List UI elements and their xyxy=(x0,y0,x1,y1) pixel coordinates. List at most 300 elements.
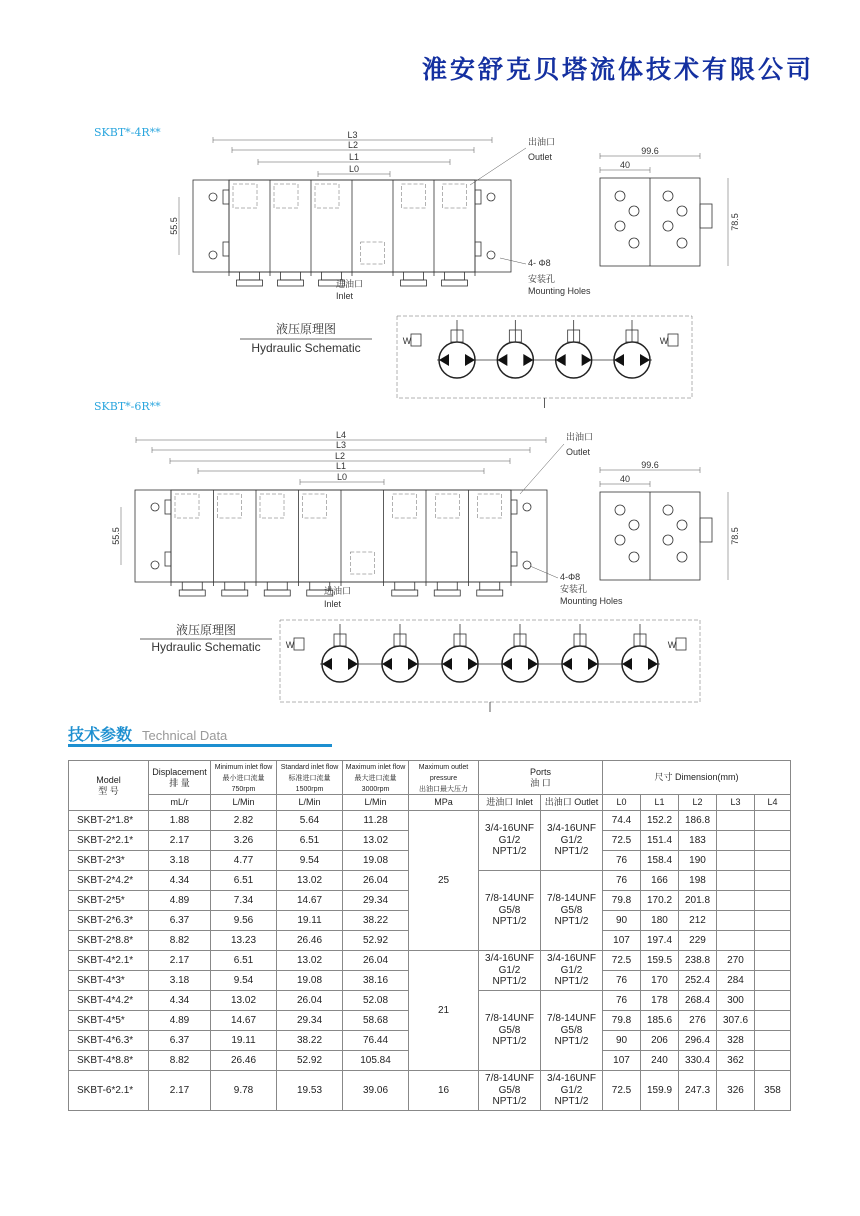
cell-inlet-line: NPT1/2 xyxy=(492,916,527,928)
header-min-flow: Minimum inlet flow 最小进口流量 750rpm xyxy=(211,761,277,795)
cell-min-flow: 9.54 xyxy=(211,971,277,991)
cell-l2: 229 xyxy=(679,931,717,951)
cell-l1: 166 xyxy=(641,871,679,891)
cell-model: SKBT-2*5* xyxy=(69,891,149,911)
technical-table-body xyxy=(69,811,791,1111)
cell-displacement: 4.34 xyxy=(149,991,211,1011)
side-valve xyxy=(475,242,481,256)
side-valve xyxy=(165,552,171,566)
cell-displacement: 2.17 xyxy=(149,1071,211,1111)
cell-model: SKBT-4*6.3* xyxy=(69,1031,149,1051)
cell-l1: 159.9 xyxy=(641,1071,679,1111)
cell-max-flow: 19.08 xyxy=(343,851,409,871)
bolt-head xyxy=(629,238,639,248)
outlet-label-cn: 出油口 xyxy=(528,137,556,147)
cell-displacement: 4.34 xyxy=(149,871,211,891)
cell-model: SKBT-2*2.1* xyxy=(69,831,149,851)
header-model: Model 型 号 xyxy=(69,761,149,811)
cell-model: SKBT-6*2.1* xyxy=(69,1071,149,1111)
cell-pressure: 25 xyxy=(409,811,479,951)
cell-l0: 90 xyxy=(603,911,641,931)
cell-std-flow: 19.08 xyxy=(277,971,343,991)
cell-inlet-line: NPT1/2 xyxy=(492,846,527,858)
cell-inlet-line: 3/4-16UNF xyxy=(485,953,534,965)
cell-displacement: 4.89 xyxy=(149,891,211,911)
check-valve xyxy=(676,638,686,650)
cell-l4 xyxy=(755,991,791,1011)
cell-min-flow: 3.26 xyxy=(211,831,277,851)
cell-l1: 185.6 xyxy=(641,1011,679,1031)
cell-inlet-line: G5/8 xyxy=(498,1024,521,1036)
mounting-hole xyxy=(209,251,217,259)
outlet-label-en: Outlet xyxy=(528,152,553,162)
outlet-label-en: Outlet xyxy=(566,447,591,457)
cell-l2: 330.4 xyxy=(679,1051,717,1071)
cell-l4 xyxy=(755,911,791,931)
header-l0: L0 xyxy=(603,795,641,811)
header-l4: L4 xyxy=(755,795,791,811)
technical-data-table xyxy=(68,760,791,1111)
cell-model: SKBT-2*6.3* xyxy=(69,911,149,931)
cell-inlet xyxy=(479,871,541,951)
outlet-leader xyxy=(520,444,564,494)
cell-std-flow: 13.02 xyxy=(277,871,343,891)
cell-std-flow: 29.34 xyxy=(277,1011,343,1031)
cell-l3: 270 xyxy=(717,951,755,971)
cell-l2: 268.4 xyxy=(679,991,717,1011)
fitting-nut xyxy=(401,280,427,286)
cell-l2: 238.8 xyxy=(679,951,717,971)
side-valve xyxy=(223,190,229,204)
dim-height-label: 78.5 xyxy=(730,527,740,545)
cell-outlet-line: 3/4-16UNF xyxy=(547,953,596,965)
cell-l0: 72.5 xyxy=(603,1071,641,1111)
cell-l1: 170.2 xyxy=(641,891,679,911)
fitting xyxy=(182,582,202,590)
cell-displacement: 1.88 xyxy=(149,811,211,831)
cell-l0: 76 xyxy=(603,851,641,871)
cell-min-flow: 26.46 xyxy=(211,1051,277,1071)
cell-model: SKBT-2*8.8* xyxy=(69,931,149,951)
cell-l3: 307.6 xyxy=(717,1011,755,1031)
cell-max-flow: 39.06 xyxy=(343,1071,409,1111)
bolt-head xyxy=(663,191,673,201)
cell-displacement: 2.17 xyxy=(149,831,211,851)
dim-vertical-label: 55.5 xyxy=(169,217,179,235)
mounting-hole xyxy=(523,561,531,569)
cell-l0: 107 xyxy=(603,1051,641,1071)
bolt-head xyxy=(615,221,625,231)
check-valve xyxy=(668,334,678,346)
header-ports: Ports 油 口 xyxy=(479,761,603,795)
outlet-port xyxy=(260,494,284,518)
cell-l4 xyxy=(755,811,791,831)
cell-outlet xyxy=(541,811,603,871)
header-l1: L1 xyxy=(641,795,679,811)
fitting xyxy=(445,272,465,280)
holes-label-en: Mounting Holes xyxy=(528,286,591,296)
cell-l4 xyxy=(755,931,791,951)
cell-outlet-line: G5/8 xyxy=(560,1024,583,1036)
unit-std-flow: L/Min xyxy=(277,795,343,811)
inlet-label-cn: 进油口 xyxy=(324,586,352,596)
header-inlet: 进油口 Inlet xyxy=(479,795,541,811)
cell-l3: 326 xyxy=(717,1071,755,1111)
bolt-head xyxy=(615,505,625,515)
cell-model: SKBT-4*8.8* xyxy=(69,1051,149,1071)
technical-title-en: Technical Data xyxy=(142,728,228,743)
outlet-label-cn: 出油口 xyxy=(566,432,594,442)
cell-l4 xyxy=(755,951,791,971)
company-name: 淮安舒克贝塔流体技术有限公司 xyxy=(421,55,814,84)
fitting-nut xyxy=(222,590,248,596)
cell-l0: 72.5 xyxy=(603,951,641,971)
cell-displacement: 6.37 xyxy=(149,1031,211,1051)
cell-max-flow: 26.04 xyxy=(343,871,409,891)
side-valve xyxy=(165,500,171,514)
cell-inlet-line: NPT1/2 xyxy=(492,1096,527,1108)
check-valve xyxy=(411,334,421,346)
cell-displacement: 3.18 xyxy=(149,851,211,871)
valve-label: W xyxy=(667,640,677,650)
dim-label: L3 xyxy=(335,440,347,450)
cell-std-flow: 52.92 xyxy=(277,1051,343,1071)
outlet-port xyxy=(233,184,257,208)
fitting xyxy=(480,582,500,590)
mounting-hole xyxy=(209,193,217,201)
cell-l1: 170 xyxy=(641,971,679,991)
inlet-port xyxy=(350,552,374,574)
unit-max-flow: L/Min xyxy=(343,795,409,811)
dim-half-label: 40 xyxy=(619,160,631,170)
cell-l1: 151.4 xyxy=(641,831,679,851)
holes-label-cn: 安装孔 xyxy=(560,584,588,594)
fitting xyxy=(225,582,245,590)
technical-title-cn: 技术参数 xyxy=(68,725,133,744)
model-label-6r: SKBT*-6R** xyxy=(94,400,161,413)
cell-l3 xyxy=(717,871,755,891)
fitting-nut xyxy=(278,280,304,286)
cell-inlet-line: G5/8 xyxy=(498,1084,521,1096)
cell-max-flow: 26.04 xyxy=(343,951,409,971)
dim-label: L3 xyxy=(347,130,358,140)
cell-inlet xyxy=(479,1071,541,1111)
cell-l4 xyxy=(755,1031,791,1051)
side-view-port xyxy=(700,518,712,542)
outlet-port xyxy=(315,184,339,208)
cell-l3: 362 xyxy=(717,1051,755,1071)
cell-std-flow: 5.64 xyxy=(277,811,343,831)
cell-min-flow: 19.11 xyxy=(211,1031,277,1051)
cell-min-flow: 9.78 xyxy=(211,1071,277,1111)
model-label-4r: SKBT*-4R** xyxy=(94,126,161,139)
check-valve xyxy=(294,638,304,650)
cell-max-flow: 29.34 xyxy=(343,891,409,911)
cell-outlet-line: 7/8-14UNF xyxy=(547,893,596,905)
cell-l2: 198 xyxy=(679,871,717,891)
cell-l1: 159.5 xyxy=(641,951,679,971)
cell-inlet-line: 7/8-14UNF xyxy=(485,1073,534,1085)
unit-pressure: MPa xyxy=(409,795,479,811)
bolt-head xyxy=(615,191,625,201)
bolt-head xyxy=(629,520,639,530)
side-valve xyxy=(223,242,229,256)
cell-model: SKBT-2*4.2* xyxy=(69,871,149,891)
cell-displacement: 8.82 xyxy=(149,931,211,951)
dim-label: L1 xyxy=(335,461,347,471)
fitting-nut xyxy=(434,590,460,596)
cell-l3 xyxy=(717,911,755,931)
outlet-port xyxy=(478,494,502,518)
cell-max-flow: 38.16 xyxy=(343,971,409,991)
schematic-title-cn: 液压原理图 xyxy=(275,322,337,336)
cell-l3 xyxy=(717,831,755,851)
cell-std-flow: 13.02 xyxy=(277,951,343,971)
cell-l3 xyxy=(717,931,755,951)
cell-l4 xyxy=(755,851,791,871)
dim-label: L0 xyxy=(336,472,348,482)
mounting-hole xyxy=(523,503,531,511)
cell-min-flow: 9.56 xyxy=(211,911,277,931)
cell-max-flow: 13.02 xyxy=(343,831,409,851)
valve-label: W xyxy=(402,336,412,346)
cell-model: SKBT-4*4.2* xyxy=(69,991,149,1011)
header-l3: L3 xyxy=(717,795,755,811)
holes-label: 4- Φ8 xyxy=(528,258,551,268)
cell-max-flow: 11.28 xyxy=(343,811,409,831)
unit-min-flow: L/Min xyxy=(211,795,277,811)
schematic-title-en: Hydraulic Schematic xyxy=(151,640,261,654)
cell-l1: 206 xyxy=(641,1031,679,1051)
cell-l4 xyxy=(755,871,791,891)
cell-displacement: 2.17 xyxy=(149,951,211,971)
cell-min-flow: 6.51 xyxy=(211,951,277,971)
inlet-label-en: Inlet xyxy=(336,291,354,301)
cell-min-flow: 13.23 xyxy=(211,931,277,951)
mounting-hole xyxy=(151,561,159,569)
outlet-port xyxy=(175,494,199,518)
cell-min-flow: 13.02 xyxy=(211,991,277,1011)
cell-std-flow: 38.22 xyxy=(277,1031,343,1051)
fitting-nut xyxy=(477,590,503,596)
fitting xyxy=(437,582,457,590)
cell-outlet-line: 7/8-14UNF xyxy=(547,1013,596,1025)
dim-height-label: 78.5 xyxy=(730,213,740,231)
bolt-head xyxy=(677,206,687,216)
inlet-label-cn: 进油口 xyxy=(336,279,364,289)
fitting-nut xyxy=(392,590,418,596)
cell-l2: 183 xyxy=(679,831,717,851)
bolt-head xyxy=(663,505,673,515)
cell-outlet xyxy=(541,951,603,991)
header-pressure: Maximum outlet pressure 出油口最大压力 xyxy=(409,761,479,795)
holes-label-cn: 安装孔 xyxy=(528,274,556,284)
holes-leader xyxy=(500,258,526,264)
fitting-nut xyxy=(264,590,290,596)
cell-l4 xyxy=(755,831,791,851)
inlet-port xyxy=(361,242,385,264)
cell-l3: 328 xyxy=(717,1031,755,1051)
side-valve xyxy=(475,190,481,204)
cell-outlet-line: NPT1/2 xyxy=(554,976,589,988)
cell-l3: 300 xyxy=(717,991,755,1011)
inlet-label-en: Inlet xyxy=(324,599,342,609)
cell-std-flow: 26.46 xyxy=(277,931,343,951)
cell-inlet xyxy=(479,951,541,991)
dim-label: L0 xyxy=(348,164,360,174)
table-row xyxy=(69,811,791,831)
cell-l0: 79.8 xyxy=(603,891,641,911)
cell-pressure: 21 xyxy=(409,951,479,1071)
outlet-port xyxy=(402,184,426,208)
cell-displacement: 8.82 xyxy=(149,1051,211,1071)
side-view-port xyxy=(700,204,712,228)
holes-label-en: Mounting Holes xyxy=(560,596,623,606)
header-l2: L2 xyxy=(679,795,717,811)
cell-model: SKBT-4*5* xyxy=(69,1011,149,1031)
header-outlet: 出油口 Outlet xyxy=(541,795,603,811)
bolt-head xyxy=(615,535,625,545)
valve-label: W xyxy=(659,336,669,346)
cell-l0: 76 xyxy=(603,991,641,1011)
cell-max-flow: 52.08 xyxy=(343,991,409,1011)
holes-label: 4-Φ8 xyxy=(560,572,581,582)
cell-outlet-line: G5/8 xyxy=(560,904,583,916)
fitting xyxy=(404,272,424,280)
cell-outlet-line: NPT1/2 xyxy=(554,1036,589,1048)
valve-label: W xyxy=(285,640,295,650)
cell-l1: 178 xyxy=(641,991,679,1011)
outlet-port xyxy=(303,494,327,518)
cell-l3 xyxy=(717,851,755,871)
outlet-port xyxy=(218,494,242,518)
unit-displacement: mL/r xyxy=(149,795,211,811)
header-dimension: 尺寸 Dimension(mm) xyxy=(603,761,791,795)
holes-leader xyxy=(530,566,558,578)
cell-model: SKBT-2*1.8* xyxy=(69,811,149,831)
bolt-head xyxy=(677,238,687,248)
cell-l3 xyxy=(717,891,755,911)
table-row xyxy=(69,1071,791,1111)
cell-l2: 276 xyxy=(679,1011,717,1031)
cell-l0: 72.5 xyxy=(603,831,641,851)
heading-underline xyxy=(68,744,332,747)
cell-l4 xyxy=(755,891,791,911)
cell-outlet-line: 3/4-16UNF xyxy=(547,823,596,835)
cell-l0: 76 xyxy=(603,971,641,991)
cell-l0: 90 xyxy=(603,1031,641,1051)
cell-min-flow: 2.82 xyxy=(211,811,277,831)
cell-l4 xyxy=(755,1011,791,1031)
cell-std-flow: 6.51 xyxy=(277,831,343,851)
dim-half-label: 40 xyxy=(619,474,631,484)
side-valve xyxy=(511,552,517,566)
schematic-title-cn: 液压原理图 xyxy=(175,623,237,637)
cell-std-flow: 14.67 xyxy=(277,891,343,911)
cell-outlet-line: G1/2 xyxy=(560,1084,583,1096)
fitting xyxy=(240,272,260,280)
cell-l2: 186.8 xyxy=(679,811,717,831)
bolt-head xyxy=(677,520,687,530)
bolt-head xyxy=(677,552,687,562)
cell-l4: 358 xyxy=(755,1071,791,1111)
cell-max-flow: 105.84 xyxy=(343,1051,409,1071)
cell-inlet-line: G5/8 xyxy=(498,904,521,916)
cell-inlet-line: NPT1/2 xyxy=(492,1036,527,1048)
outlet-port xyxy=(443,184,467,208)
cell-inlet-line: 3/4-16UNF xyxy=(485,823,534,835)
cell-max-flow: 58.68 xyxy=(343,1011,409,1031)
schematic-title-en: Hydraulic Schematic xyxy=(251,341,361,355)
cell-l2: 252.4 xyxy=(679,971,717,991)
fitting-nut xyxy=(179,590,205,596)
mounting-hole xyxy=(487,193,495,201)
dim-width-label: 99.6 xyxy=(641,460,659,470)
cell-l0: 74.4 xyxy=(603,811,641,831)
cell-l2: 212 xyxy=(679,911,717,931)
fitting-nut xyxy=(237,280,263,286)
cell-max-flow: 76.44 xyxy=(343,1031,409,1051)
cell-l0: 107 xyxy=(603,931,641,951)
cell-l0: 76 xyxy=(603,871,641,891)
cell-min-flow: 14.67 xyxy=(211,1011,277,1031)
cell-outlet xyxy=(541,871,603,951)
bolt-head xyxy=(663,221,673,231)
cell-inlet-line: 7/8-14UNF xyxy=(485,893,534,905)
header-std-flow: Standard inlet flow 标准进口流量 1500rpm xyxy=(277,761,343,795)
cell-outlet-line: G1/2 xyxy=(560,964,583,976)
bolt-head xyxy=(629,552,639,562)
dim-label: L4 xyxy=(335,430,347,440)
cell-max-flow: 38.22 xyxy=(343,911,409,931)
cell-min-flow: 6.51 xyxy=(211,871,277,891)
cell-model: SKBT-2*3* xyxy=(69,851,149,871)
cell-model: SKBT-4*3* xyxy=(69,971,149,991)
cell-outlet-line: NPT1/2 xyxy=(554,846,589,858)
cell-inlet-line: 7/8-14UNF xyxy=(485,1013,534,1025)
cell-l1: 240 xyxy=(641,1051,679,1071)
fitting xyxy=(281,272,301,280)
cell-l1: 158.4 xyxy=(641,851,679,871)
dim-width-label: 99.6 xyxy=(641,146,659,156)
cell-outlet-line: G1/2 xyxy=(560,834,583,846)
cell-l3: 284 xyxy=(717,971,755,991)
fitting xyxy=(395,582,415,590)
cell-displacement: 6.37 xyxy=(149,911,211,931)
outlet-port xyxy=(274,184,298,208)
bolt-head xyxy=(629,206,639,216)
cell-outlet-line: NPT1/2 xyxy=(554,1096,589,1108)
dim-label: L2 xyxy=(334,451,346,461)
cell-l4 xyxy=(755,971,791,991)
cell-inlet xyxy=(479,811,541,871)
outlet-port xyxy=(435,494,459,518)
cell-l1: 197.4 xyxy=(641,931,679,951)
cell-l2: 247.3 xyxy=(679,1071,717,1111)
outlet-leader xyxy=(470,148,526,185)
cell-std-flow: 19.53 xyxy=(277,1071,343,1111)
cell-std-flow: 19.11 xyxy=(277,911,343,931)
table-row xyxy=(69,951,791,971)
cell-pressure: 16 xyxy=(409,1071,479,1111)
cell-min-flow: 4.77 xyxy=(211,851,277,871)
bolt-head xyxy=(663,535,673,545)
cell-outlet xyxy=(541,991,603,1071)
cell-inlet-line: NPT1/2 xyxy=(492,976,527,988)
cell-inlet-line: G1/2 xyxy=(498,964,521,976)
mounting-hole xyxy=(151,503,159,511)
cell-l2: 201.8 xyxy=(679,891,717,911)
